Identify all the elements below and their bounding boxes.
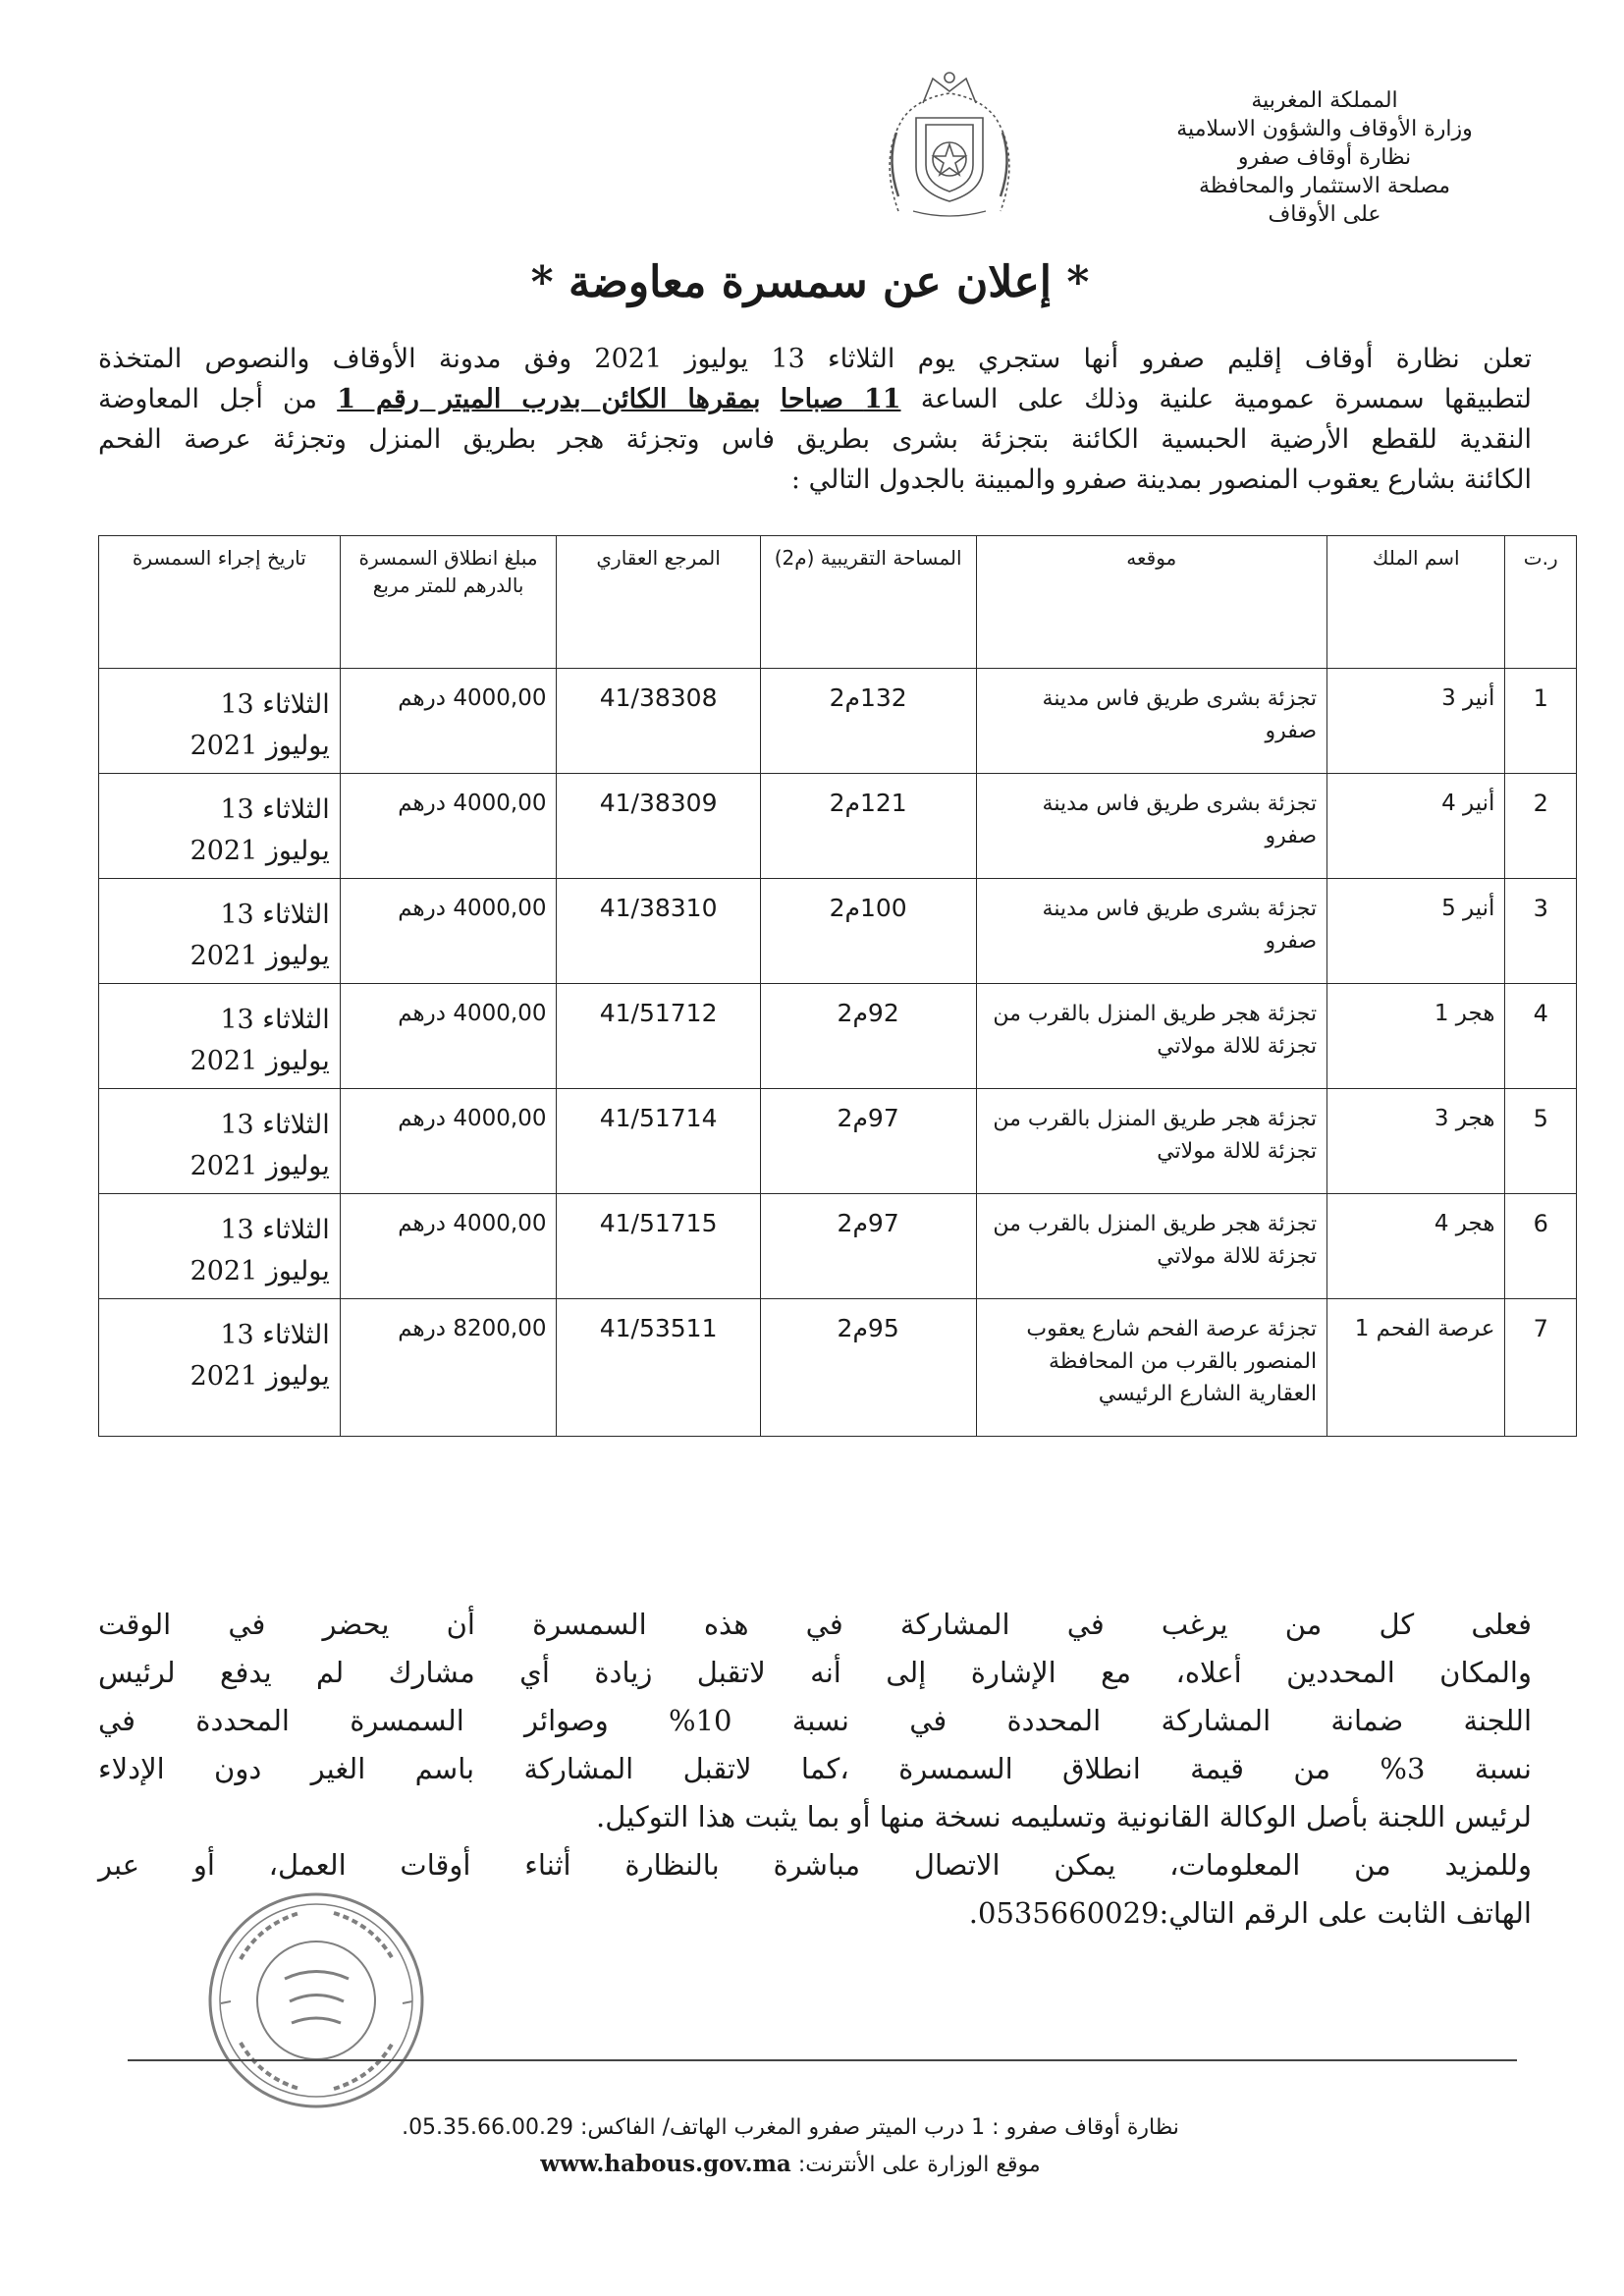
row-number-cell: 5 (1505, 1089, 1577, 1194)
location-cell: تجزئة بشرى طريق فاس مدينة صفرو (976, 669, 1327, 774)
row-number-cell: 3 (1505, 879, 1577, 984)
starting-price-cell: 4000,00 درهم (340, 879, 557, 984)
property-name-cell: هجر 3 (1327, 1089, 1505, 1194)
auction-date-cell (99, 1089, 341, 1194)
intro-text: لتطبيقها سمسرة عمومية علنية وذلك على الساعة (920, 384, 1532, 414)
starting-price-cell: 4000,00 درهم (340, 669, 557, 774)
date-month-year: يوليوز 2021 (189, 1256, 330, 1286)
intro-line (98, 379, 1532, 419)
location-cell: تجزئة هجر طريق المنزل بالقرب من تجزئة للالة مولاتي (976, 1089, 1327, 1194)
footer (295, 2109, 1286, 2183)
row-number-cell: 2 (1505, 774, 1577, 879)
website-link[interactable]: www.habous.gov.ma (540, 2151, 791, 2177)
column-header: موقعه (976, 536, 1327, 669)
table-row (99, 984, 1577, 1089)
date-month-year: يوليوز 2021 (189, 1361, 330, 1392)
area-cell: 97م2 (760, 1089, 976, 1194)
land-reference-cell: 41/38308 (557, 669, 760, 774)
intro-line: الكائنة بشارع يعقوب المنصور بمدينة صفرو والمبينة بالجدول التالي : (790, 465, 1532, 495)
auction-time: 11 صباحا (780, 384, 901, 414)
land-reference-cell: 41/51712 (557, 984, 760, 1089)
area-cell: 121م2 (760, 774, 976, 879)
footer-divider (128, 2059, 1517, 2061)
land-reference-cell: 41/38310 (557, 879, 760, 984)
header-line: مصلحة الاستثمار والمحافظة (1199, 174, 1450, 198)
document-title: * إعلان عن سمسرة معاوضة * (530, 257, 1090, 307)
property-name-cell: أنير 4 (1327, 774, 1505, 879)
website-label: موقع الوزارة على الأنترنت: (797, 2153, 1041, 2177)
intro-text: من أجل المعاوضة (98, 384, 318, 414)
location-cell: تجزئة عرصة الفحم شارع يعقوب المنصور بالقرب من المحافظة العقارية الشارع الرئيسي (976, 1299, 1327, 1437)
plots-table (98, 535, 1577, 1437)
institution-header (1128, 86, 1521, 229)
header-line: على الأوقاف (1268, 202, 1381, 227)
starting-price-cell: 4000,00 درهم (340, 1089, 557, 1194)
location-cell: تجزئة بشرى طريق فاس مدينة صفرو (976, 774, 1327, 879)
header-line: المملكة المغربية (1251, 88, 1398, 113)
location-cell: تجزئة هجر طريق المنزل بالقرب من تجزئة للالة مولاتي (976, 1194, 1327, 1299)
column-header: المرجع العقاري (557, 536, 760, 669)
land-reference-cell: 41/38309 (557, 774, 760, 879)
auction-date-cell (99, 774, 341, 879)
table-row (99, 879, 1577, 984)
auction-date-cell (99, 1299, 341, 1437)
header-line: نظارة أوقاف صفرو (1237, 145, 1412, 170)
property-name-cell: عرصة الفحم 1 (1327, 1299, 1505, 1437)
area-cell: 132م2 (760, 669, 976, 774)
area-cell: 97م2 (760, 1194, 976, 1299)
date-day: الثلاثاء 13 (220, 689, 330, 720)
starting-price-cell: 4000,00 درهم (340, 1194, 557, 1299)
table-row (99, 774, 1577, 879)
body-line: الهاتف الثابت على الرقم التالي:0535660029. (968, 1896, 1532, 1930)
date-month-year: يوليوز 2021 (189, 1151, 330, 1181)
auction-date-cell (99, 669, 341, 774)
date-day: الثلاثاء 13 (220, 900, 330, 930)
column-header: مبلغ انطلاق السمسرة بالدرهم للمتر مربع (340, 536, 557, 669)
table-row (99, 1194, 1577, 1299)
property-name-cell: هجر 4 (1327, 1194, 1505, 1299)
table-row (99, 669, 1577, 774)
date-day: الثلاثاء 13 (220, 1320, 330, 1350)
body-line: لرئيس اللجنة بأصل الوكالة القانونية وتسليمه نسخة منها أو بما يثبت هذا التوكيل. (595, 1800, 1532, 1833)
land-reference-cell: 41/53511 (557, 1299, 760, 1437)
area-cell: 92م2 (760, 984, 976, 1089)
auction-date-cell (99, 1194, 341, 1299)
table-row (99, 1299, 1577, 1437)
auction-date-cell (99, 984, 341, 1089)
land-reference-cell: 41/51715 (557, 1194, 760, 1299)
intro-paragraph (98, 339, 1532, 500)
row-number-cell: 4 (1505, 984, 1577, 1089)
column-header: المساحة التقريبية (م2) (760, 536, 976, 669)
property-name-cell: هجر 1 (1327, 984, 1505, 1089)
property-name-cell: أنير 3 (1327, 669, 1505, 774)
row-number-cell: 1 (1505, 669, 1577, 774)
date-month-year: يوليوز 2021 (189, 1046, 330, 1076)
location-cell: تجزئة هجر طريق المنزل بالقرب من تجزئة للالة مولاتي (976, 984, 1327, 1089)
date-month-year: يوليوز 2021 (189, 836, 330, 866)
date-month-year: يوليوز 2021 (189, 731, 330, 761)
area-cell: 95م2 (760, 1299, 976, 1437)
date-day: الثلاثاء 13 (220, 1215, 330, 1245)
body-line: والمكان المحددين أعلاه، مع الإشارة إلى أنه لاتقبل زيادة أي مشارك لم يدفع لرئيس (98, 1656, 1532, 1689)
body-line: اللجنة ضمانة المشاركة المحددة في نسبة 10% وصوائر السمسرة المحددة في (98, 1704, 1532, 1737)
header-line: وزارة الأوقاف والشؤون الاسلامية (1176, 117, 1473, 141)
starting-price-cell: 4000,00 درهم (340, 984, 557, 1089)
row-number-cell: 6 (1505, 1194, 1577, 1299)
table-header-row (99, 536, 1577, 669)
column-header: ر.ت (1505, 536, 1577, 669)
starting-price-cell: 4000,00 درهم (340, 774, 557, 879)
area-cell: 100م2 (760, 879, 976, 984)
date-day: الثلاثاء 13 (220, 794, 330, 825)
starting-price-cell: 8200,00 درهم (340, 1299, 557, 1437)
footer-address: نظارة أوقاف صفرو : 1 درب الميتر صفرو المغرب الهاتف/ الفاكس: 05.35.66.00.29. (402, 2115, 1179, 2140)
property-name-cell: أنير 5 (1327, 879, 1505, 984)
footer-website-line (295, 2146, 1286, 2183)
table-row (99, 1089, 1577, 1194)
land-reference-cell: 41/51714 (557, 1089, 760, 1194)
date-month-year: يوليوز 2021 (189, 941, 330, 971)
intro-line: النقدية للقطع الأرضية الحبسية الكائنة بتجزئة بشرى بطريق فاس وتجزئة هجر بطريق المنزل وتجزئة عرصة الفحم (98, 424, 1532, 455)
column-header: اسم الملك (1327, 536, 1505, 669)
date-day: الثلاثاء 13 (220, 1005, 330, 1035)
official-stamp (201, 1886, 432, 2116)
body-line: نسبة 3% من قيمة انطلاق السمسرة ،كما لاتقبل المشاركة باسم الغير دون الإدلاء (98, 1752, 1532, 1785)
column-header: تاريخ إجراء السمسرة (99, 536, 341, 669)
auction-location: بمقرها الكائن بدرب الميتر رقم 1 (337, 384, 761, 414)
kingdom-emblem (869, 64, 1031, 226)
row-number-cell: 7 (1505, 1299, 1577, 1437)
location-cell: تجزئة بشرى طريق فاس مدينة صفرو (976, 879, 1327, 984)
body-line: فعلى كل من يرغب في المشاركة في هذه السمسرة أن يحضر في الوقت (98, 1608, 1532, 1641)
body-line: وللمزيد من المعلومات، يمكن الاتصال مباشرة بالنظارة أثناء أوقات العمل، أو عبر (98, 1848, 1532, 1882)
auction-date-cell (99, 879, 341, 984)
date-day: الثلاثاء 13 (220, 1110, 330, 1140)
intro-line: تعلن نظارة أوقاف إقليم صفرو أنها ستجري يوم الثلاثاء 13 يوليوز 2021 وفق مدونة الأوقاف والنصوص المتخذة (98, 344, 1532, 374)
